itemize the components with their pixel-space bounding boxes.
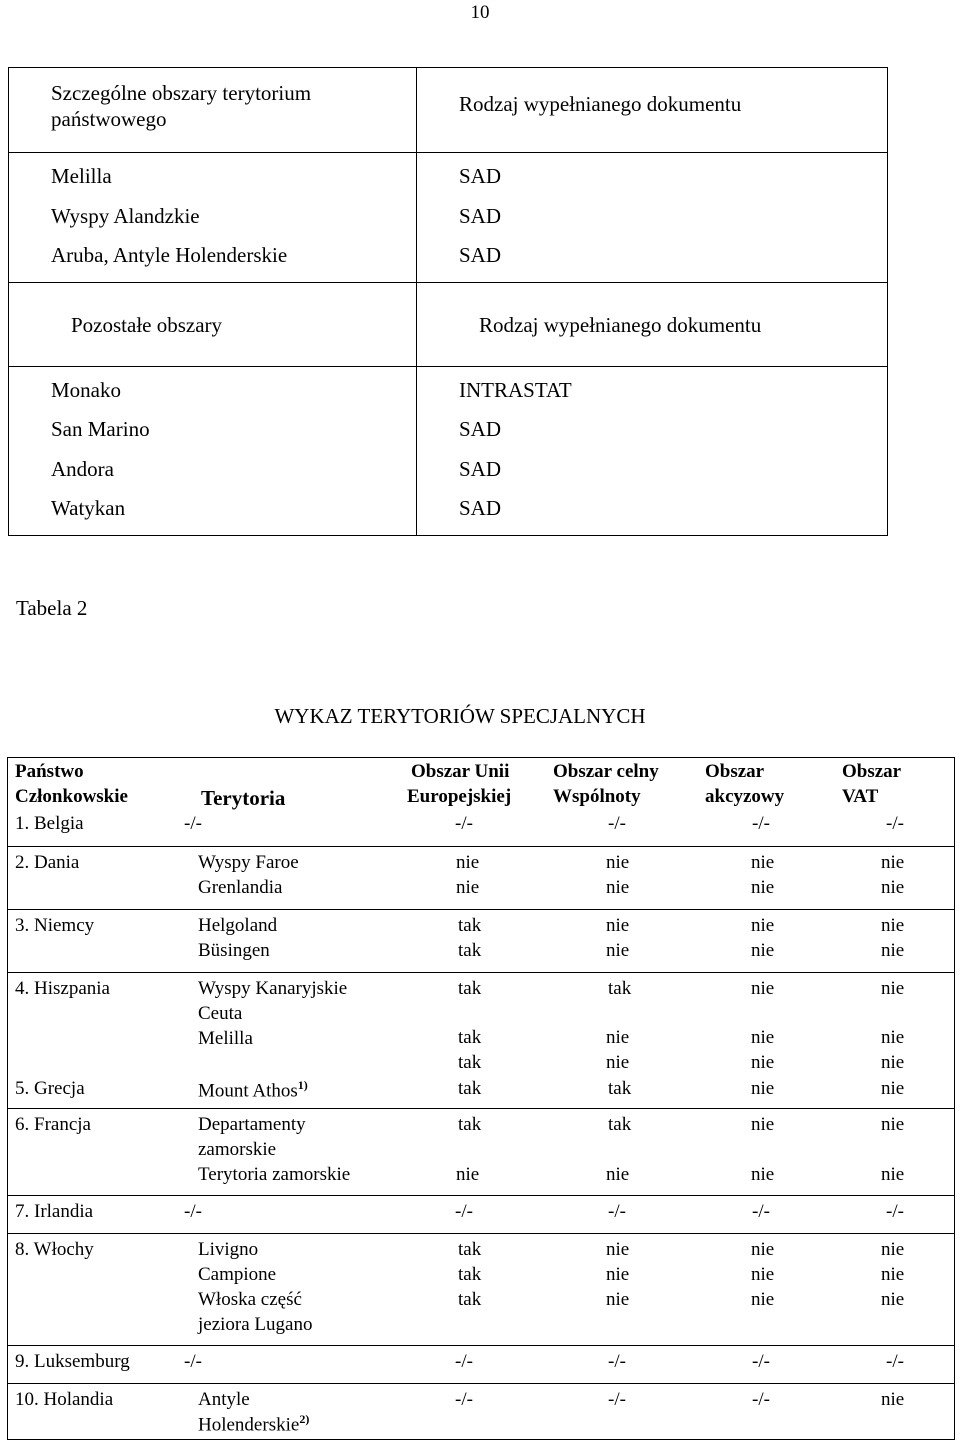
row-hiszpania: [8, 973, 954, 1108]
area-melilla: Melilla: [51, 164, 112, 188]
territory-wloska-czesc: Włoska część: [198, 1289, 302, 1310]
belgia-territory: -/-: [184, 813, 202, 834]
dania-v-1-0: nie: [456, 877, 480, 898]
page-number: 10: [470, 2, 490, 23]
doc-monako: INTRASTAT: [459, 377, 572, 402]
header-right-label: Rodzaj wypełnianego dokumentu: [459, 92, 742, 116]
header-col6-line1: Obszar: [842, 761, 902, 782]
hisz-v-2-1: nie: [606, 1052, 630, 1073]
dania-v-1-2: nie: [751, 877, 775, 898]
belgia-eu: -/-: [455, 813, 473, 834]
territory-terytoria-zamorskie: Terytoria zamorskie: [198, 1164, 351, 1185]
doc-aruba: SAD: [459, 243, 502, 267]
territory-mount-athos: Mount Athos$^{1)}$: [198, 1078, 308, 1102]
wl-v-2-0: tak: [458, 1289, 482, 1310]
territory-busingen: Büsingen: [198, 940, 270, 961]
header-col5-line1: Obszar: [705, 761, 765, 782]
wykaz-title: WYKAZ TERYTORIÓW SPECJALNYCH: [274, 704, 646, 728]
niemcy-v-0-0: tak: [458, 915, 482, 936]
country-holandia: 10. Holandia: [15, 1389, 114, 1410]
area-watykan: Watykan: [51, 496, 126, 520]
hol-v-3: nie: [881, 1389, 905, 1410]
hisz-v-1-1: nie: [606, 1027, 630, 1048]
niemcy-v-1-1: nie: [606, 940, 630, 961]
country-niemcy: 3. Niemcy: [15, 915, 95, 936]
irl-v-1: -/-: [455, 1201, 473, 1222]
doc-san-marino: SAD: [459, 417, 502, 441]
special-areas-table: [8, 67, 888, 536]
hisz-v-1-2: nie: [751, 1027, 775, 1048]
niemcy-v-0-1: nie: [606, 915, 630, 936]
doc-watykan: SAD: [459, 496, 502, 520]
header-document-type: [417, 68, 888, 153]
country-grecja: 5. Grecja: [15, 1078, 85, 1099]
country-luksemburg: 9. Luksemburg: [15, 1351, 130, 1372]
niemcy-v-1-3: nie: [881, 940, 905, 961]
area-andora: Andora: [51, 456, 114, 481]
dania-v-0-0: nie: [456, 852, 480, 873]
header-col3-line1: Obszar Unii: [411, 761, 510, 782]
header-col2: Terytoria: [201, 786, 286, 810]
area-wyspy-alandzkie: Wyspy Alandzkie: [51, 203, 200, 228]
irl-v-0: -/-: [184, 1201, 202, 1222]
territory-departamenty: Departamenty: [198, 1114, 306, 1135]
grecja-v-2: nie: [751, 1078, 775, 1099]
hisz-v-1-0: tak: [458, 1027, 482, 1048]
hisz-v-2-3: nie: [881, 1052, 905, 1073]
territory-wyspy-faroe: Wyspy Faroe: [198, 852, 299, 873]
country-hiszpania: 4. Hiszpania: [15, 978, 110, 999]
header-col5-line2: akcyzowy: [705, 786, 785, 807]
niemcy-v-1-2: nie: [751, 940, 775, 961]
fr-v-1-0: nie: [456, 1164, 480, 1185]
fr-v-0-0: tak: [458, 1114, 482, 1135]
hisz-v-2-2: nie: [751, 1052, 775, 1073]
row-holandia: [8, 1384, 954, 1439]
lux-v-2: -/-: [608, 1351, 626, 1372]
row-dania: [8, 847, 954, 909]
lux-v-3: -/-: [752, 1351, 770, 1372]
wl-v-1-2: nie: [751, 1264, 775, 1285]
header-col3-line2: Europejskiej: [407, 786, 512, 807]
country-wlochy: 8. Włochy: [15, 1239, 94, 1260]
niemcy-v-1-0: tak: [458, 940, 482, 961]
territory-grenlandia: Grenlandia: [198, 877, 283, 898]
dania-v-0-2: nie: [751, 852, 775, 873]
fr-v-1-3: nie: [881, 1164, 905, 1185]
header-col4-line2: Wspólnoty: [553, 786, 641, 807]
fr-v-0-2: nie: [751, 1114, 775, 1135]
wl-v-2-3: nie: [881, 1289, 905, 1310]
territory-campione: Campione: [198, 1264, 277, 1285]
header-row: [8, 758, 954, 846]
header-left-line1: Szczególne obszary terytorium: [51, 81, 312, 105]
territory-antyle: Antyle: [198, 1389, 250, 1410]
hol-v-2: -/-: [752, 1389, 770, 1410]
doc-andora: SAD: [459, 456, 502, 481]
header-col1-line2: Członkowskie: [15, 786, 128, 807]
territory-livigno: Livigno: [198, 1239, 259, 1260]
dania-v-0-1: nie: [606, 852, 630, 873]
irl-v-4: -/-: [886, 1201, 904, 1222]
niemcy-v-0-2: nie: [751, 915, 775, 936]
doc-wyspy-alandzkie: SAD: [459, 203, 502, 228]
lux-v-4: -/-: [886, 1351, 904, 1372]
territory-wyspy-kanaryjskie: Wyspy Kanaryjskie: [198, 978, 348, 999]
grecja-v-3: nie: [881, 1078, 905, 1099]
header-other-areas: Pozostałe obszary: [71, 312, 223, 337]
wl-v-0-2: nie: [751, 1239, 775, 1260]
fr-v-0-1: tak: [608, 1114, 632, 1135]
area-aruba: Aruba, Antyle Holenderskie: [51, 243, 288, 267]
territory-melilla: Melilla: [198, 1028, 253, 1049]
belgia-customs: -/-: [608, 813, 626, 834]
irl-v-3: -/-: [752, 1201, 770, 1222]
grecja-v-0: tak: [458, 1078, 482, 1099]
country-irlandia: 7. Irlandia: [15, 1201, 94, 1222]
wl-v-1-1: nie: [606, 1264, 630, 1285]
header-special-areas: [9, 68, 417, 153]
fr-v-0-3: nie: [881, 1114, 905, 1135]
wl-v-0-1: nie: [606, 1239, 630, 1260]
dania-v-1-3: nie: [881, 877, 905, 898]
wl-v-1-3: nie: [881, 1264, 905, 1285]
tabela-label: Tabela 2: [16, 596, 88, 620]
wl-v-2-1: nie: [606, 1289, 630, 1310]
header-col1-line1: Państwo: [15, 761, 84, 782]
hisz-v-1-3: nie: [881, 1027, 905, 1048]
dania-v-1-1: nie: [606, 877, 630, 898]
country-belgia: 1. Belgia: [15, 813, 84, 834]
territory-ceuta: Ceuta: [198, 1003, 243, 1024]
hisz-v-0-0: tak: [458, 978, 482, 999]
territory-zamorskie: zamorskie: [198, 1139, 277, 1160]
hisz-v-0-3: nie: [881, 978, 905, 999]
hol-v-1: -/-: [608, 1389, 626, 1410]
fr-v-1-1: nie: [606, 1164, 630, 1185]
doc-melilla: SAD: [459, 164, 502, 188]
header-left-line2: państwowego: [51, 107, 167, 131]
row-irlandia: [8, 1196, 954, 1233]
fr-v-1-2: nie: [751, 1164, 775, 1185]
irl-v-2: -/-: [608, 1201, 626, 1222]
dania-v-0-3: nie: [881, 852, 905, 873]
lux-v-0: -/-: [184, 1351, 202, 1372]
grecja-v-1: tak: [608, 1078, 632, 1099]
territory-helgoland: Helgoland: [198, 915, 278, 936]
territory-holenderskie: Holenderskie$^{2)}$: [198, 1412, 310, 1436]
special-territories-table: [7, 757, 955, 1440]
hol-v-0: -/-: [455, 1389, 473, 1410]
territory-jeziora-lugano: jeziora Lugano: [198, 1314, 313, 1335]
wl-v-0-0: tak: [458, 1239, 482, 1260]
country-dania: 2. Dania: [15, 852, 80, 873]
area-monako: Monako: [51, 377, 121, 402]
country-francja: 6. Francja: [15, 1114, 91, 1135]
wl-v-0-3: nie: [881, 1239, 905, 1260]
row-luksemburg: [8, 1346, 954, 1383]
lux-v-1: -/-: [455, 1351, 473, 1372]
wl-v-2-2: nie: [751, 1289, 775, 1310]
header-col4-line1: Obszar celny: [553, 761, 659, 782]
belgia-excise: -/-: [752, 813, 770, 834]
header-document-type-2: Rodzaj wypełnianego dokumentu: [479, 312, 762, 337]
belgia-vat: -/-: [886, 813, 904, 834]
hisz-v-0-2: nie: [751, 978, 775, 999]
row-wlochy: [8, 1234, 954, 1345]
hisz-v-2-0: tak: [458, 1052, 482, 1073]
row-francja: [8, 1109, 954, 1195]
row-niemcy: [8, 910, 954, 972]
wl-v-1-0: tak: [458, 1264, 482, 1285]
header-col6-line2: VAT: [842, 786, 879, 807]
hisz-v-0-1: tak: [608, 978, 632, 999]
area-san-marino: San Marino: [51, 417, 150, 441]
niemcy-v-0-3: nie: [881, 915, 905, 936]
